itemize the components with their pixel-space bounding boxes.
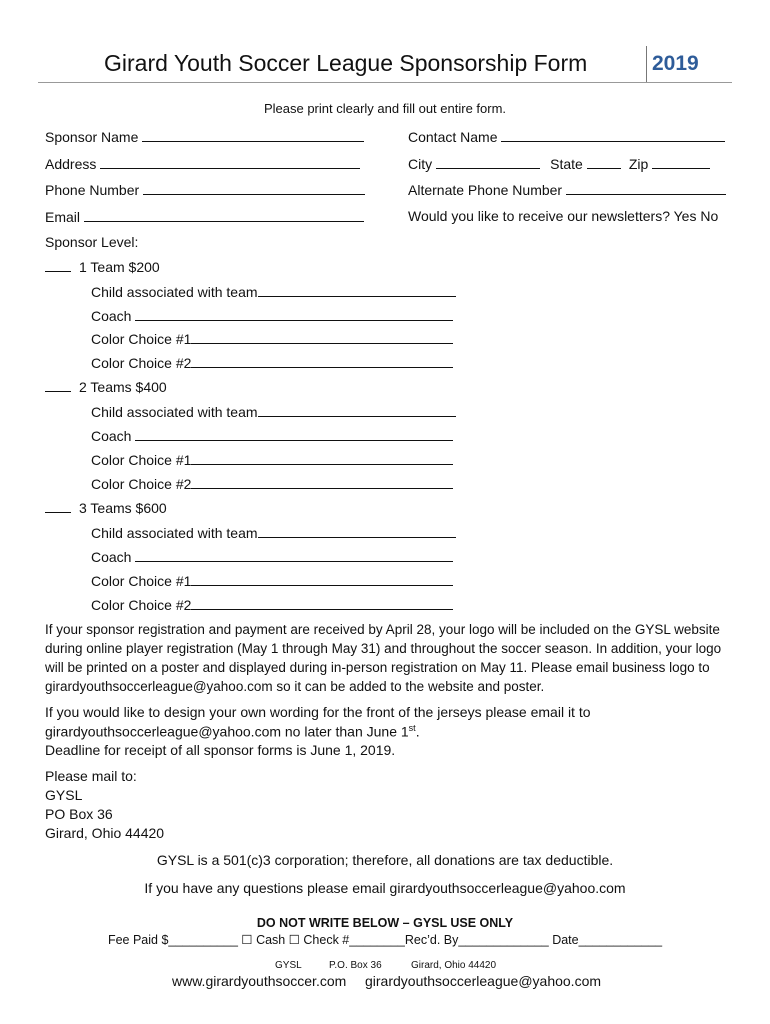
level-3-option[interactable] — [45, 500, 167, 516]
address-line[interactable] — [100, 155, 360, 169]
level-1-checkline[interactable] — [45, 259, 71, 272]
color1-line[interactable] — [191, 451, 453, 465]
sponsor-name-line[interactable] — [142, 128, 364, 142]
mail-box: PO Box 36 — [45, 806, 113, 822]
level-3-color2-field[interactable] — [91, 596, 453, 613]
color2-line[interactable] — [191, 475, 453, 489]
level-2-checkline[interactable] — [45, 379, 71, 392]
deadline-text: Deadline for receipt of all sponsor forms is June 1, 2019. — [45, 742, 396, 758]
level-3-label: 3 Teams $600 — [79, 500, 167, 516]
footer-org: GYSL — [275, 960, 302, 971]
zip-label: Zip — [628, 156, 649, 172]
child-label: Child associated with team — [91, 525, 258, 541]
office-use-line: Fee Paid $__________ ☐ Cash ☐ Check #________Rec’d. By_____________ Date____________ — [107, 933, 663, 947]
level-1-label: 1 Team $200 — [79, 259, 160, 275]
coach-label: Coach — [91, 549, 132, 565]
mail-name: GYSL — [45, 787, 83, 803]
level-1-color2-field[interactable] — [91, 354, 453, 371]
header-rule — [38, 82, 732, 83]
email-line[interactable] — [84, 208, 364, 222]
address-field[interactable] — [45, 155, 360, 172]
level-3-coach-field[interactable] — [91, 548, 453, 565]
level-1-child-field[interactable] — [91, 283, 456, 300]
coach-label: Coach — [91, 428, 132, 444]
instructions: Please print clearly and fill out entire form. — [263, 101, 507, 116]
state-line[interactable] — [587, 155, 621, 169]
contact-name-line[interactable] — [501, 128, 725, 142]
mail-city: Girard, Ohio 44420 — [45, 825, 165, 841]
footer-box: P.O. Box 36 — [329, 960, 382, 971]
page-title: Girard Youth Soccer League Sponsorship Form — [104, 50, 588, 76]
child-line[interactable] — [258, 403, 456, 417]
newsletter-question[interactable]: Would you like to receive our newsletters? Yes No — [408, 208, 719, 224]
sponsor-level-label: Sponsor Level: — [45, 234, 139, 250]
level-1-option[interactable] — [45, 259, 160, 275]
questions-note[interactable]: If you have any questions please email girardyouthsoccerleague@yahoo.com — [144, 880, 626, 896]
level-3-checkline[interactable] — [45, 500, 71, 513]
mail-label: Please mail to: — [45, 768, 137, 784]
alt-phone-field[interactable] — [408, 181, 726, 198]
level-2-option[interactable] — [45, 379, 167, 395]
phone-field[interactable] — [45, 181, 365, 198]
coach-line[interactable] — [135, 307, 453, 321]
contact-name-label: Contact Name — [408, 129, 498, 145]
sponsor-name-field[interactable] — [45, 128, 364, 145]
color1-line[interactable] — [191, 572, 453, 586]
color2-label: Color Choice #2 — [91, 597, 192, 613]
office-use-header: DO NOT WRITE BELOW – GYSL USE ONLY — [256, 916, 514, 930]
phone-line[interactable] — [143, 181, 365, 195]
level-2-child-field[interactable] — [91, 403, 456, 420]
level-3-child-field[interactable] — [91, 524, 456, 541]
level-1-color1-field[interactable] — [91, 330, 453, 347]
contact-name-field[interactable] — [408, 128, 725, 145]
email-label: Email — [45, 209, 81, 225]
footer-email-link[interactable]: girardyouthsoccerleague@yahoo.com — [365, 973, 602, 989]
jersey-wording-sup: st — [408, 723, 416, 733]
color2-label: Color Choice #2 — [91, 355, 192, 371]
tax-note: GYSL is a 501(c)3 corporation; therefore, all donations are tax deductible. — [156, 852, 614, 868]
coach-line[interactable] — [135, 548, 453, 562]
form-year: 2019 — [652, 52, 699, 75]
jersey-wording-period: . — [415, 723, 420, 740]
city-label: City — [408, 156, 433, 172]
logo-deadline-paragraph: If your sponsor registration and payment are received by April 28, your logo will be included on the GYSL website during online player registration (May 1 through May 31) and throughout the soccer season. In addition, your logo will be printed on a poster and displayed during in-person registration on May 11. Please email business logo to girardyouthsoccerleague@yahoo.com so it can be added to the website and poster. — [45, 622, 722, 694]
level-3-color1-field[interactable] — [91, 572, 453, 589]
alt-phone-line[interactable] — [566, 181, 726, 195]
alt-phone-label: Alternate Phone Number — [408, 182, 563, 198]
color2-line[interactable] — [191, 354, 453, 368]
level-2-color2-field[interactable] — [91, 475, 453, 492]
footer-city: Girard, Ohio 44420 — [411, 960, 497, 971]
color2-line[interactable] — [191, 596, 453, 610]
child-label: Child associated with team — [91, 404, 258, 420]
zip-line[interactable] — [652, 155, 710, 169]
level-1-coach-field[interactable] — [91, 307, 453, 324]
color1-label: Color Choice #1 — [91, 331, 192, 347]
jersey-wording-line-2 — [45, 723, 420, 740]
jersey-wording-text: girardyouthsoccerleague@yahoo.com no later than June 1 — [45, 723, 409, 740]
level-2-color1-field[interactable] — [91, 451, 453, 468]
email-field[interactable] — [45, 208, 364, 225]
header-divider — [646, 46, 647, 82]
color1-label: Color Choice #1 — [91, 452, 192, 468]
footer-website-link[interactable]: www.girardyouthsoccer.com — [172, 973, 347, 989]
city-line[interactable] — [436, 155, 540, 169]
address-label: Address — [45, 156, 97, 172]
level-2-label: 2 Teams $400 — [79, 379, 167, 395]
child-line[interactable] — [258, 283, 456, 297]
jersey-wording-line-1: If you would like to design your own wording for the front of the jerseys please email it to — [45, 704, 591, 720]
phone-label: Phone Number — [45, 182, 140, 198]
state-label: State — [550, 156, 583, 172]
coach-label: Coach — [91, 308, 132, 324]
child-label: Child associated with team — [91, 284, 258, 300]
color1-line[interactable] — [191, 330, 453, 344]
city-state-zip-field[interactable] — [408, 155, 710, 172]
coach-line[interactable] — [135, 427, 453, 441]
color2-label: Color Choice #2 — [91, 476, 192, 492]
color1-label: Color Choice #1 — [91, 573, 192, 589]
sponsor-name-label: Sponsor Name — [45, 129, 139, 145]
level-2-coach-field[interactable] — [91, 427, 453, 444]
child-line[interactable] — [258, 524, 456, 538]
